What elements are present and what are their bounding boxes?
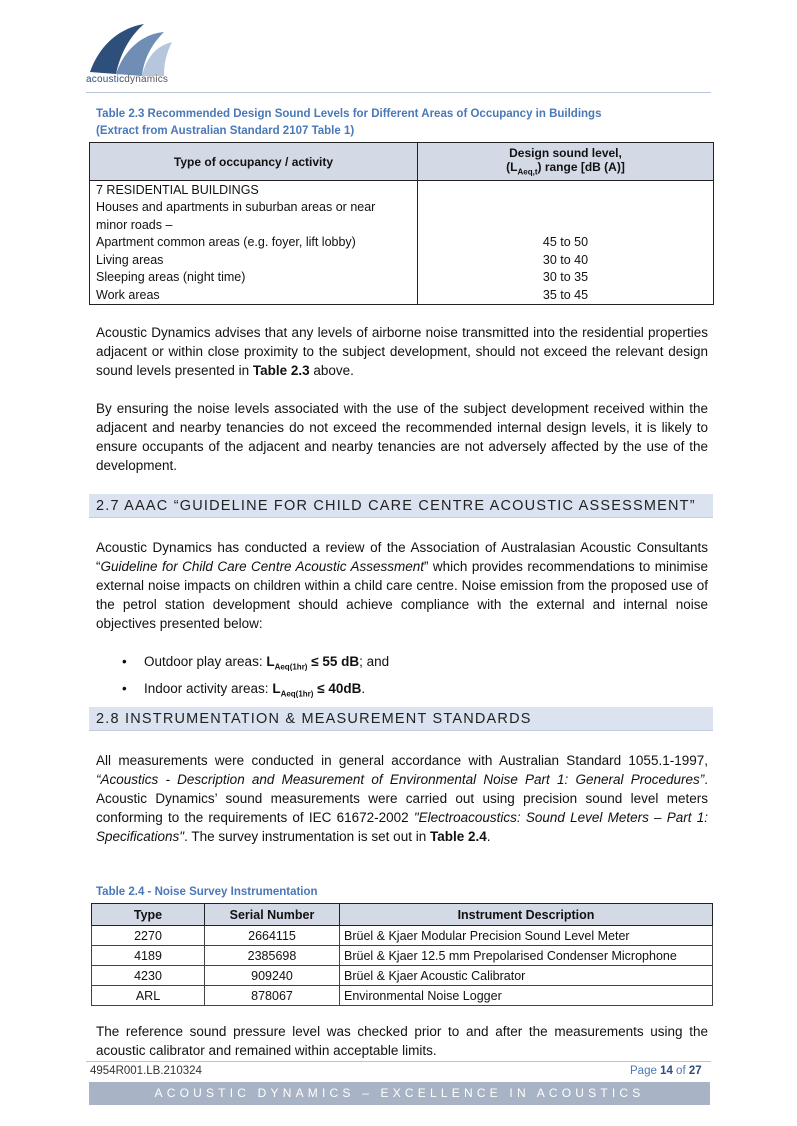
table-2-4-caption: Table 2.4 - Noise Survey Instrumentation: [96, 886, 318, 898]
design-sound-levels-table: [89, 142, 714, 305]
paragraph-calibration: The reference sound pressure level was checked prior to and after the measurements using the acoustic calibrator and remained within acceptable limits.: [96, 1024, 708, 1058]
noise-objectives-list: [122, 651, 389, 704]
paragraph-aaac-guideline: Acoustic Dynamics has conducted a review of the Association of Australasian Acoustic Consultants “Guideline for Child Care Centre Acoustic Assessment” which provides recommendations to minimise external noise impacts on children within a child care centre. Noise emission from the proposed use of the petrol station development should achieve compliance with the external and internal noise objectives presented below:: [96, 540, 708, 631]
paragraph-instrumentation: All measurements were conducted in general accordance with Australian Standard 1055.1-1997, “Acoustics - Description and Measurement of Environmental Noise Part 1: General Procedures”. Acoustic Dynamics’ sound measurements were carried out using precision sound level meters conforming to the requirements of IEC 61672-2002 "Electroacoustics: Sound Level Meters – Part 1: Specifications". The survey instrumentation is set out in Table 2.4.: [96, 753, 708, 844]
section-heading-2-8: 2.8 INSTRUMENTATION & MEASUREMENT STANDARDS: [89, 707, 713, 731]
column-header-type: Type: [92, 904, 205, 926]
section-heading-2-7: 2.7 AAAC “GUIDELINE FOR CHILD CARE CENTRE ACOUSTIC ASSESSMENT”: [89, 494, 713, 518]
table-row: Apartment common areas (e.g. foyer, lift lobby) 45 to 50: [90, 234, 714, 252]
column-header-description: Instrument Description: [340, 904, 713, 926]
column-header-design-level: Design sound level, $(L_{Aeq,t})$ range [dB (A)]: [418, 143, 714, 181]
list-item: • Indoor activity areas: $L_{Aeq(1hr)} \le 40dB$.: [122, 678, 389, 705]
table-row: 4230 909240 Brüel & Kjaer Acoustic Calibrator: [92, 966, 713, 986]
table-2-3-caption: Table 2.3 Recommended Design Sound Levels for Different Areas of Occupancy in Buildings (Extract from Australian Standard 2107 Table 1): [96, 108, 602, 137]
list-item: • Outdoor play areas: $L_{Aeq(1hr)} \le 55$ dB; and: [122, 651, 389, 678]
column-header-occupancy: Type of occupancy / activity: [90, 143, 418, 181]
table-row: 7 RESIDENTIAL BUILDINGS: [90, 181, 714, 199]
instrumentation-table: [91, 903, 713, 1006]
table-row: 4189 2385698 Brüel & Kjaer 12.5 mm Prepolarised Condenser Microphone: [92, 946, 713, 966]
table-row: Living areas 30 to 40: [90, 251, 714, 269]
table-row: Work areas 35 to 45: [90, 286, 714, 304]
table-row: minor roads –: [90, 216, 714, 234]
table-row: ARL 878067 Environmental Noise Logger: [92, 986, 713, 1006]
footer-banner: ACOUSTIC DYNAMICS – EXCELLENCE IN ACOUSTICS: [89, 1082, 710, 1105]
logo-wordmark: acousticdynamics: [86, 74, 169, 85]
paragraph-design-levels: Acoustic Dynamics advises that any levels of airborne noise transmitted into the residential properties adjacent or within close proximity to the subject development, should not exceed the relevant design sound levels presented in Table 2.3 above.: [96, 325, 708, 378]
column-header-serial: Serial Number: [205, 904, 340, 926]
footer-divider: [86, 1061, 711, 1062]
table-row: 2270 2664115 Brüel & Kjaer Modular Precision Sound Level Meter: [92, 926, 713, 946]
header-divider: [86, 92, 711, 93]
table-row: Houses and apartments in suburban areas or near: [90, 199, 714, 217]
document-reference: 4954R001.LB.210324: [90, 1065, 202, 1077]
table-row: Sleeping areas (night time) 30 to 35: [90, 269, 714, 287]
paragraph-tenancies: By ensuring the noise levels associated with the use of the subject development received within the adjacent and nearby tenancies do not exceed the recommended internal design levels, it is likely to ensure occupants of the adjacent and nearby tenancies are not adversely affected by the use of the development.: [96, 401, 708, 473]
page-number: Page 14 of 27: [630, 1065, 702, 1077]
